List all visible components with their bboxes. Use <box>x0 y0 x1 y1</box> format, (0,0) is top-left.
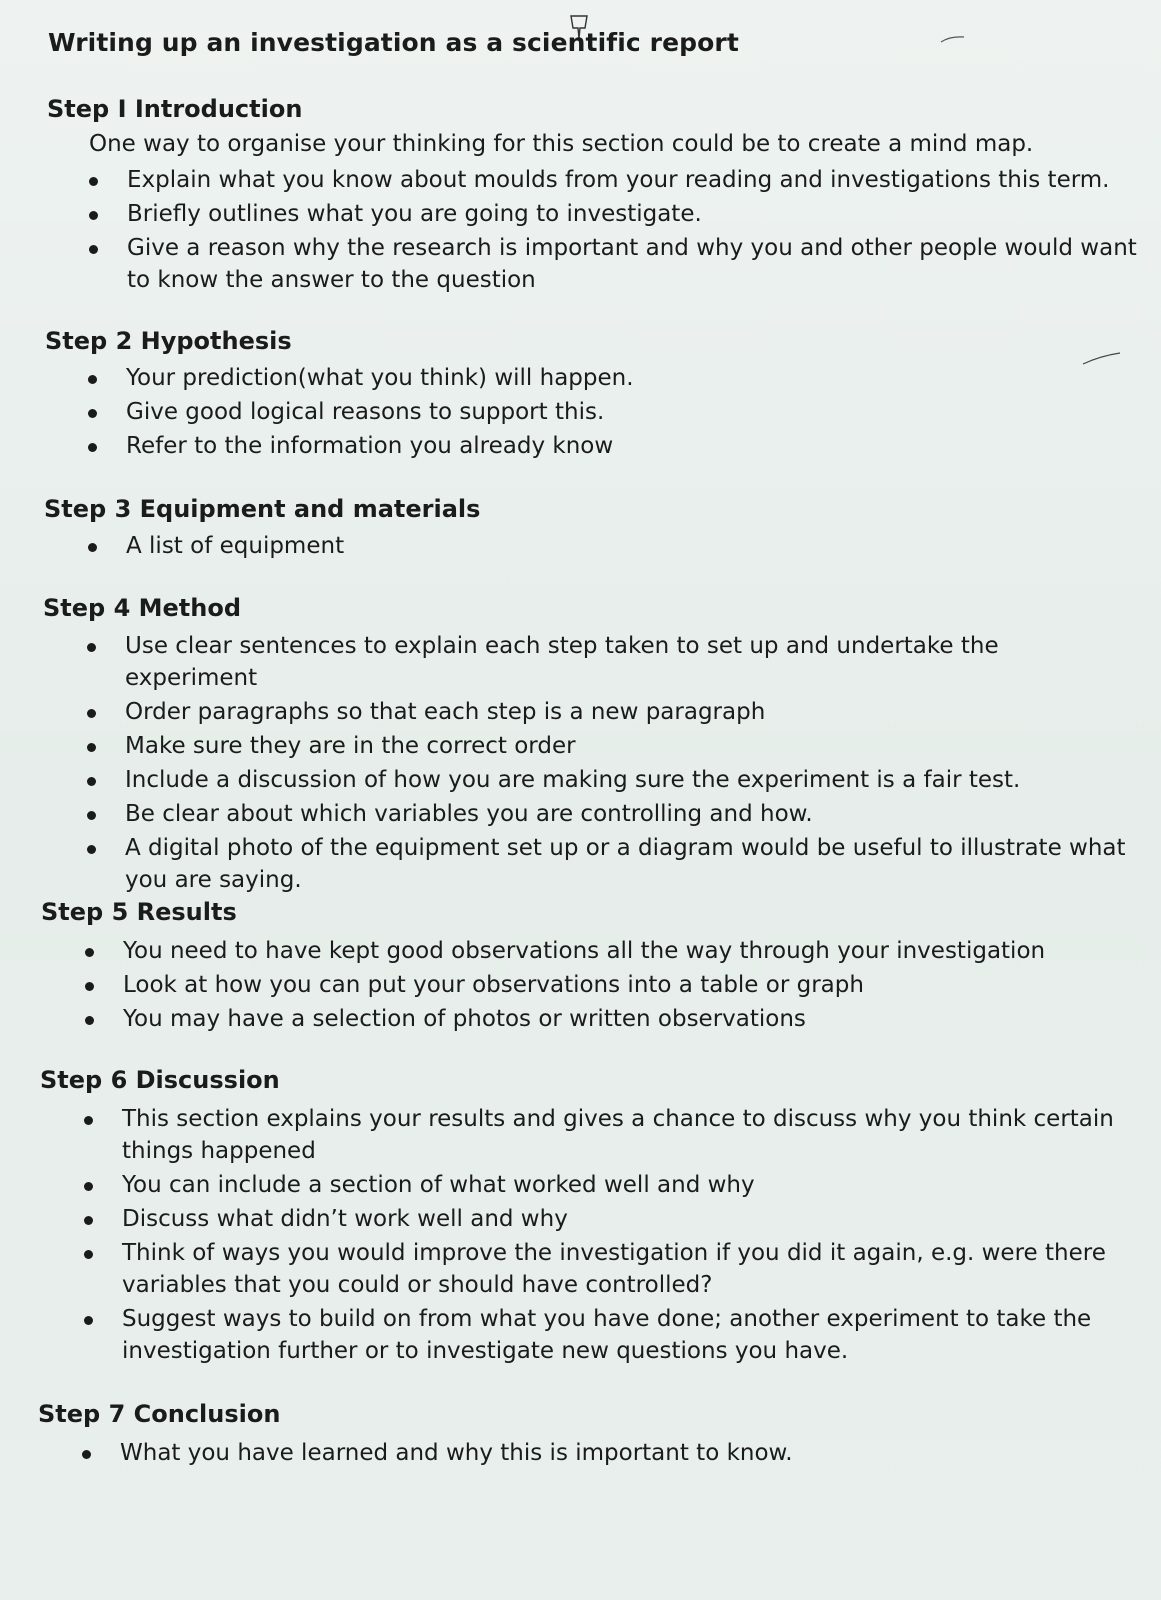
document-title: Writing up an investigation as a scientific report <box>48 28 739 57</box>
step-1-list <box>87 164 1137 298</box>
step-1-intro: One way to organise your thinking for this section could be to create a mind map. <box>89 131 1034 157</box>
list-item: Discuss what didn’t work well and why <box>82 1203 1132 1235</box>
list-item: Include a discussion of how you are making sure the experiment is a fair test. <box>85 764 1135 796</box>
list-item: You may have a selection of photos or written observations <box>83 1003 1133 1035</box>
list-item: Refer to the information you already know <box>86 430 1136 462</box>
list-item: Order paragraphs so that each step is a new paragraph <box>85 696 1135 728</box>
list-item: Briefly outlines what you are going to investigate. <box>87 198 1137 230</box>
step-1-heading: Step I Introduction <box>47 95 303 123</box>
list-item: Look at how you can put your observations into a table or graph <box>83 969 1133 1001</box>
list-item: Your prediction(what you think) will happen. <box>86 362 1136 394</box>
step-4-list <box>85 630 1135 898</box>
step-2-heading: Step 2 Hypothesis <box>45 327 292 355</box>
list-item: Use clear sentences to explain each step taken to set up and undertake the experiment <box>85 630 1135 694</box>
step-7-list <box>80 1437 1130 1471</box>
list-item: This section explains your results and gives a chance to discuss why you think certain things happened <box>82 1103 1132 1167</box>
list-item: Give good logical reasons to support this. <box>86 396 1136 428</box>
list-item: A digital photo of the equipment set up or a diagram would be useful to illustrate what you are saying. <box>85 832 1135 896</box>
step-3-list <box>86 530 1136 564</box>
list-item: Suggest ways to build on from what you have done; another experiment to take the investigation further or to investigate new questions you have. <box>82 1303 1132 1367</box>
list-item: Think of ways you would improve the investigation if you did it again, e.g. were there variables that you could or should have controlled? <box>82 1237 1132 1301</box>
list-item: Make sure they are in the correct order <box>85 730 1135 762</box>
step-5-list <box>83 935 1133 1037</box>
step-3-heading: Step 3 Equipment and materials <box>44 495 481 523</box>
pencil-mark-icon <box>940 34 966 44</box>
step-6-heading: Step 6 Discussion <box>40 1066 280 1094</box>
list-item: You can include a section of what worked well and why <box>82 1169 1132 1201</box>
list-item: What you have learned and why this is important to know. <box>80 1437 1130 1469</box>
list-item: Explain what you know about moulds from your reading and investigations this term. <box>87 164 1137 196</box>
step-7-heading: Step 7 Conclusion <box>38 1400 281 1428</box>
step-6-list <box>82 1103 1132 1369</box>
list-item: Give a reason why the research is important and why you and other people would want to know the answer to the question <box>87 232 1137 296</box>
list-item: You need to have kept good observations all the way through your investigation <box>83 935 1133 967</box>
step-2-list <box>86 362 1136 464</box>
step-5-heading: Step 5 Results <box>41 898 237 926</box>
list-item: Be clear about which variables you are controlling and how. <box>85 798 1135 830</box>
list-item: A list of equipment <box>86 530 1136 562</box>
step-4-heading: Step 4 Method <box>43 594 242 622</box>
